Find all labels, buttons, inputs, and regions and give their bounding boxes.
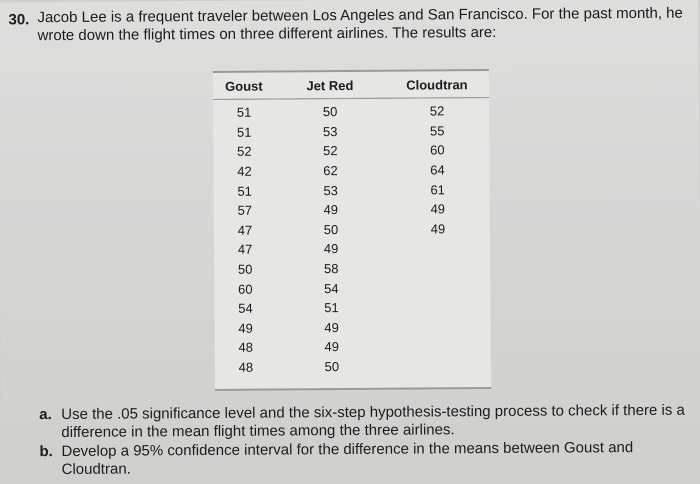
problem-number: 30. [8, 11, 30, 29]
table-row [213, 140, 489, 162]
table-row [214, 219, 490, 241]
cell-jet-red: 51 [324, 300, 339, 316]
table-row [214, 238, 490, 260]
table-header-row [213, 71, 489, 99]
cell-cloudtran [386, 297, 490, 317]
cell-cloudtran: 61 [430, 182, 445, 198]
cell-cloudtran [386, 238, 490, 258]
cell-goust: 51 [237, 183, 252, 199]
cell-jet-red: 49 [323, 241, 339, 257]
cell-cloudtran [386, 258, 490, 278]
cell-jet-red: 62 [323, 163, 338, 179]
part-b [39, 439, 689, 480]
part-b-text: Develop a 95% confidence interval for the difference in the means between Goust and Cloudtran. [61, 439, 634, 479]
table-row [213, 121, 489, 143]
cell-cloudtran: 60 [430, 142, 445, 158]
table-row [215, 336, 491, 358]
table-row [215, 356, 491, 378]
part-a-letter: a. [39, 406, 52, 424]
cell-jet-red: 53 [322, 123, 338, 140]
cell-goust: 48 [238, 340, 254, 356]
question-text: Jacob Lee is a frequent traveler between Los Angeles and San Francisco. For the past month, he wrote down the flight times on three different airlines. The results are: [37, 4, 683, 45]
cell-goust: 52 [237, 144, 252, 160]
part-a [39, 402, 689, 443]
cell-goust: 42 [237, 163, 252, 179]
table-row [214, 277, 490, 299]
cell-goust: 49 [238, 320, 253, 336]
table-row [214, 179, 490, 201]
cell-goust: 60 [238, 281, 253, 297]
table-row [213, 160, 489, 182]
cell-jet-red: 54 [324, 280, 339, 296]
cell-cloudtran: 52 [429, 103, 445, 119]
cell-cloudtran: 55 [429, 123, 445, 139]
cell-goust: 51 [236, 124, 252, 140]
cell-jet-red: 49 [323, 202, 339, 218]
cell-goust: 50 [237, 261, 253, 277]
cell-goust: 47 [237, 222, 253, 238]
cell-goust: 51 [236, 104, 252, 121]
table-row [214, 199, 490, 221]
cell-goust: 48 [238, 359, 254, 375]
cell-cloudtran: 64 [430, 162, 445, 178]
part-a-text: Use the .05 significance level and the six-step hypothesis-testing process to check if there is a difference in the mean flight times among the three airlines. [61, 401, 685, 442]
table-row [214, 297, 490, 319]
cell-cloudtran [387, 356, 491, 376]
table-row [215, 317, 491, 339]
cell-jet-red: 49 [324, 319, 339, 336]
cell-jet-red: 50 [322, 104, 338, 120]
cell-goust: 57 [237, 202, 253, 219]
question-parts [39, 402, 690, 481]
table-row [214, 258, 490, 280]
cell-jet-red: 52 [323, 143, 338, 159]
cell-goust: 47 [237, 242, 253, 258]
cell-cloudtran: 49 [430, 201, 446, 217]
header-goust: Goust [213, 73, 275, 100]
cell-jet-red: 58 [323, 261, 339, 277]
cell-cloudtran [387, 336, 491, 356]
cell-goust: 54 [238, 300, 253, 317]
flight-times-table [213, 69, 491, 391]
header-jet-red: Jet Red [275, 72, 385, 99]
cell-jet-red: 50 [324, 359, 340, 375]
cell-cloudtran [386, 277, 490, 297]
cell-jet-red: 53 [323, 182, 338, 198]
cell-cloudtran: 49 [430, 221, 446, 237]
table-row [213, 98, 489, 123]
cell-jet-red: 50 [323, 221, 339, 238]
cell-jet-red: 49 [324, 339, 340, 355]
header-cloudtran: Cloudtran [385, 71, 489, 98]
cell-cloudtran [387, 317, 491, 337]
part-b-letter: b. [39, 443, 53, 461]
table-body [213, 98, 491, 378]
